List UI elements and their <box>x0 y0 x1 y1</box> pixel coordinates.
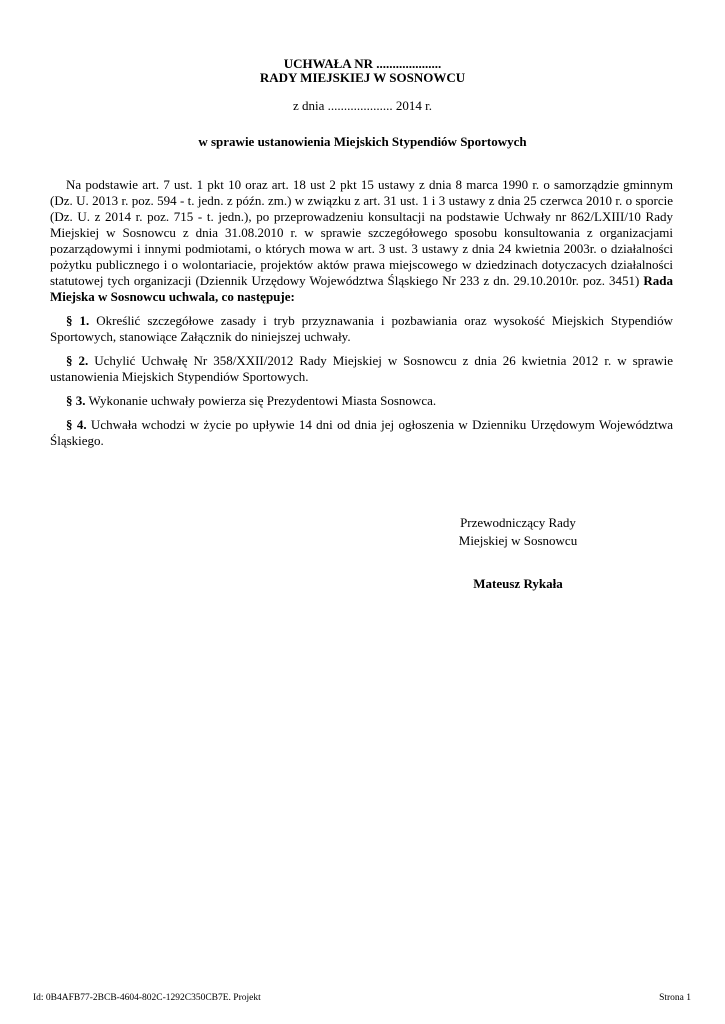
section-text: Wykonanie uchwały powierza się Prezydentowi Miasta Sosnowca. <box>85 393 437 408</box>
section-text: Uchwała wchodzi w życie po upływie 14 dni od dnia jej ogłoszenia w Dzienniku Urzędowym Województwa Śląskiego. <box>50 417 673 448</box>
section-mark: § 2. <box>66 353 89 368</box>
resolution-number: UCHWAŁA NR .................... <box>283 56 442 71</box>
section-4 <box>50 417 673 449</box>
signatory-role: Przewodniczący Rady <box>460 515 576 530</box>
section-mark: § 1. <box>66 313 90 328</box>
preamble <box>50 177 673 305</box>
preamble-text: Na podstawie art. 7 ust. 1 pkt 10 oraz art. 18 ust 2 pkt 15 ustawy z dnia 8 marca 1990 r. o samorządzie gminnym (Dz. U. 2013 r. poz. 594 - t. jedn. z późn. zm.) w związku z art. 31 ust. 1 i 3 ustawy z dnia 25 czerwca 2010 r. o sporcie (Dz. U. z 2014 r. poz. 715 - t. jedn.), po przeprowadzeniu konsultacji na podstawie Uchwały nr 862/LXIII/10 Rady Miejskiej w Sosnowcu z dnia 31.08.2010 r. w sprawie szczegółowego sposobu konsultowania z organizacjami pozarządowymi i innymi podmiotami, o których mowa w art. 3 ust. 3 ustawy z dnia 24 kwietnia 2003r. o działalności pożytku publicznego i o wolontariacie, projektów aktów prawa miejscowego w dziedzinach dotyczacych działalności statutowej tych organizacji (Dziennik Urzędowy Województwa Śląskiego Nr 233 z dn. 29.10.2010r. poz. 3451) <box>50 177 673 288</box>
section-text: Określić szczegółowe zasady i tryb przyznawania i pozbawiania oraz wysokość Miejskich Stypendiów Sportowych, stanowiące Załącznik do niniejszej uchwały. <box>50 313 674 344</box>
signatory-role-continued: Miejskiej w Sosnowcu <box>458 533 578 548</box>
section-3 <box>50 393 673 409</box>
council-name: RADY MIEJSKIEJ W SOSNOWCU <box>259 70 466 85</box>
resolution-body <box>50 177 673 449</box>
resolution-date: z dnia .................... 2014 r. <box>292 98 432 113</box>
section-2 <box>50 353 673 385</box>
section-1 <box>50 313 673 345</box>
section-text: Uchylić Uchwałę Nr 358/XXII/2012 Rady Miejskiej w Sosnowcu z dnia 26 kwietnia 2012 r. w sprawie ustanowienia Miejskich Stypendiów Sportowych. <box>50 353 674 384</box>
document-id: Id: 0B4AFB77-2BCB-4604-802C-1292C350CB7E. Projekt <box>33 993 261 1003</box>
signatory-name: Mateusz Rykała <box>473 576 563 591</box>
signature-block <box>440 514 596 593</box>
section-mark: § 3. <box>66 393 86 408</box>
resolution-subject: w sprawie ustanowienia Miejskich Stypendiów Sportowych <box>198 134 527 149</box>
preamble-enacting-clause: Rada Miejska w Sosnowcu uchwala, co następuje: <box>50 273 673 304</box>
section-mark: § 4. <box>66 417 87 432</box>
page-number: Strona 1 <box>659 993 691 1003</box>
